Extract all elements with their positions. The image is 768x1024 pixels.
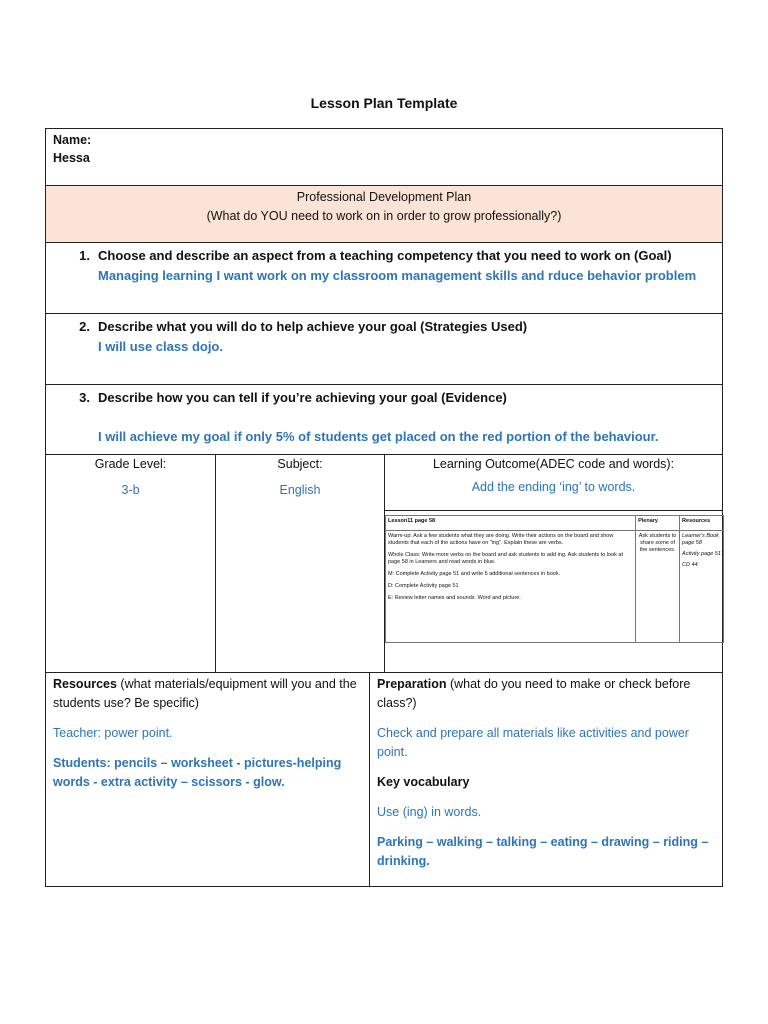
goal-question: Choose and describe an aspect from a teaching competency that you need to work on (Goal) (98, 248, 672, 263)
snippet-resources-header: Resources (680, 516, 724, 531)
resources-prompt-rest: (what materials/equipment will you and the students use? Be specific) (53, 677, 357, 710)
evidence-answer: I will achieve my goal if only 5% of students get placed on the red portion of the behaviour. (98, 429, 659, 444)
strategies-section (45, 313, 723, 385)
pd-heading: Professional Development Plan (296, 190, 472, 204)
subject-label: Subject: (277, 457, 323, 471)
name-label: Name: (53, 133, 92, 147)
snippet-lesson-header: Lesson11 page 58 (386, 516, 636, 531)
strategies-answer: I will use class dojo. (98, 339, 223, 354)
snippet-res-book: Learner's Book page 58 (682, 533, 719, 546)
preparation-column (370, 673, 723, 886)
outcome-value: Add the ending ‘ing’ to words. (471, 480, 636, 494)
snippet-d: D: Complete Activity page 51 (388, 583, 459, 589)
preparation-prompt-rest: (what do you need to make or check before class?) (377, 677, 691, 710)
snippet-plenary-header: Plenary (636, 516, 680, 531)
key-vocabulary-label: Key vocabulary (377, 775, 470, 789)
goal-section (45, 242, 723, 314)
evidence-question: Describe how you can tell if you’re achieving your goal (Evidence) (98, 390, 507, 405)
lesson-plan-snippet-image (385, 515, 724, 643)
goal-number: 1. (79, 248, 90, 263)
outcome-label: Learning Outcome(ADEC code and words): (432, 457, 675, 471)
grade-label: Grade Level: (94, 457, 167, 471)
snippet-plenary: Ask students to share some of the sentences. (636, 531, 680, 643)
subject-value: English (279, 483, 321, 497)
resources-prompt (53, 675, 362, 713)
key-vocabulary-use: Use (ing) in words. (377, 805, 482, 819)
name-section (45, 128, 723, 186)
snippet-res-cd: CD 44 (682, 562, 698, 568)
goal-answer: Managing learning I want work on my classroom management skills and rduce behavior problem (98, 268, 697, 283)
key-vocabulary-words: Parking – walking – talking – eating – drawing – riding – drinking. (377, 835, 709, 868)
resources-teacher: Teacher: power point. (53, 726, 173, 740)
name-value: Hessa (53, 151, 90, 165)
strategies-question: Describe what you will do to help achieve your goal (Strategies Used) (98, 319, 528, 334)
pd-subheading: (What do YOU need to work on in order to grow professionally?) (206, 209, 562, 223)
page-title: Lesson Plan Template (310, 95, 458, 111)
resources-prompt-bold: Resources (53, 677, 117, 691)
lesson-info-row (45, 454, 723, 673)
subject-column (216, 455, 385, 672)
resources-column (46, 673, 370, 886)
preparation-check: Check and prepare all materials like activities and power point. (377, 726, 689, 759)
snippet-res-activity: Activity page 51 (682, 551, 721, 557)
preparation-prompt (377, 675, 716, 713)
snippet-whole-class: Whole Class: Write more verbs on the board and ask students to add ing. Ask students to look at page 58 in Learners and read words in blue. (388, 552, 623, 565)
evidence-number: 3. (79, 390, 90, 405)
snippet-warmup: Warm-up: Ask a few students what they are doing. Write their actions on the board and show students that each of the actions have on "ing". Explain these are verbs. (388, 533, 614, 546)
snippet-m: M: Complete Activity page 51 and write 5 additional sentences in book. (388, 571, 561, 577)
grade-column (46, 455, 216, 672)
preparation-prompt-bold: Preparation (377, 677, 447, 691)
resources-students: Students: pencils – worksheet - pictures-helping words - extra activity – scissors - glow. (53, 756, 342, 789)
evidence-section (45, 384, 723, 455)
strategies-number: 2. (79, 319, 90, 334)
snippet-e: E: Review letter names and sounds. Word and picture. (388, 595, 521, 601)
grade-value: 3-b (121, 483, 140, 497)
resources-preparation-row (45, 672, 723, 887)
pd-header (45, 185, 723, 243)
